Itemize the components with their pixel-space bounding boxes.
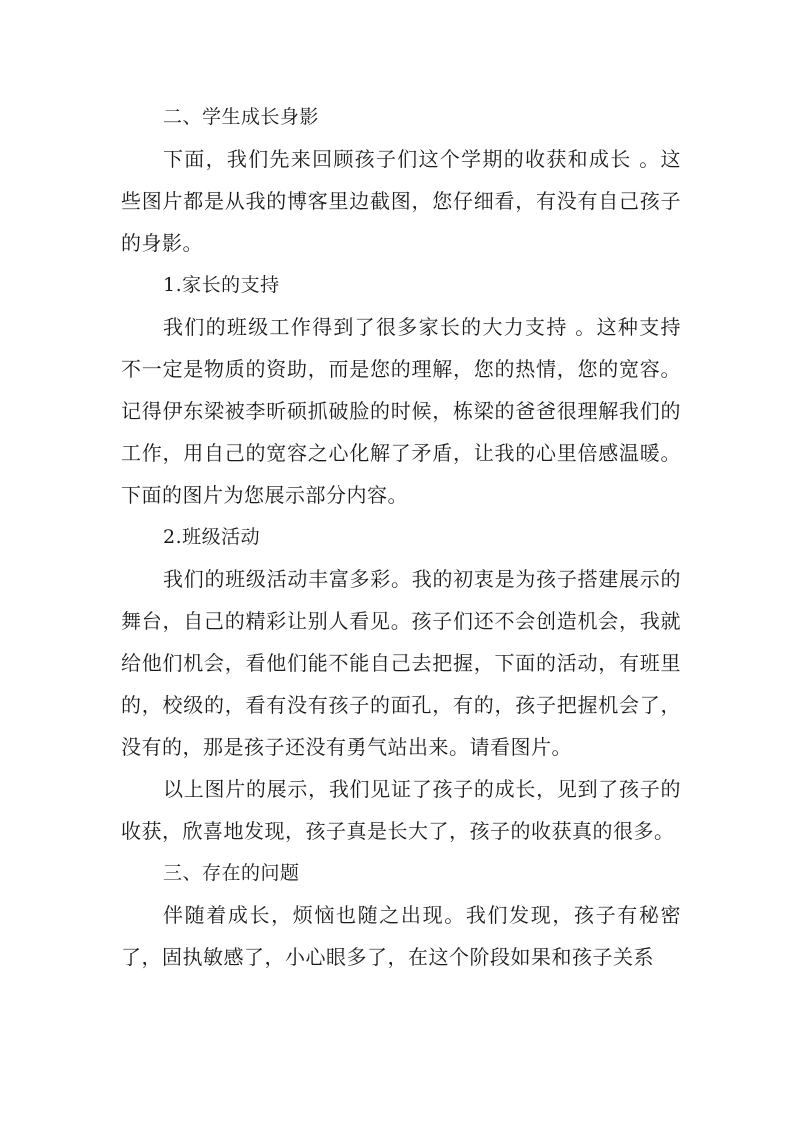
paragraph-summary: 以上图片的展示，我们见证了孩子的成长，见到了孩子的收获，欣喜地发现，孩子真是长大了，孩子的收获真的很多。	[121, 777, 681, 843]
subheading-parent-support: 1.家长的支持	[163, 274, 280, 296]
paragraph-problems: 伴随着成长，烦恼也随之出现。我们发现，孩子有秘密了，固执敏感了，小心眼多了，在这个阶段如果和孩子关系	[121, 903, 681, 969]
paragraph-class-activities: 我们的班级活动丰富多彩。我的初衷是为孩子搭建展示的舞台，自己的精彩让别人看见。孩子们还不会创造机会，我就给他们机会，看他们能不能自己去把握，下面的活动，有班里的，校级的，看有没有孩子的面孔，有的，孩子把握机会了，没有的，那是孩子还没有勇气站出来。请看图片。	[121, 567, 681, 759]
section-heading-student-growth: 二、学生成长身影	[163, 106, 320, 128]
paragraph-review: 下面，我们先来回顾孩子们这个学期的收获和成长 。这些图片都是从我的博客里边截图，您仔细看，有没有自己孩子的身影。	[121, 147, 681, 255]
section-heading-problems: 三、存在的问题	[163, 862, 300, 884]
document-body	[121, 96, 681, 978]
paragraph-parent-support: 我们的班级工作得到了很多家长的大力支持 。这种支持不一定是物质的资助，而是您的理解，您的热情，您的宽容。记得伊东梁被李昕硕抓破脸的时候，栋梁的爸爸很理解我们的工作，用自己的宽容之心化解了矛盾，让我的心里倍感温暖。下面的图片为您展示部分内容。	[121, 315, 681, 507]
subheading-class-activities: 2.班级活动	[163, 526, 261, 548]
